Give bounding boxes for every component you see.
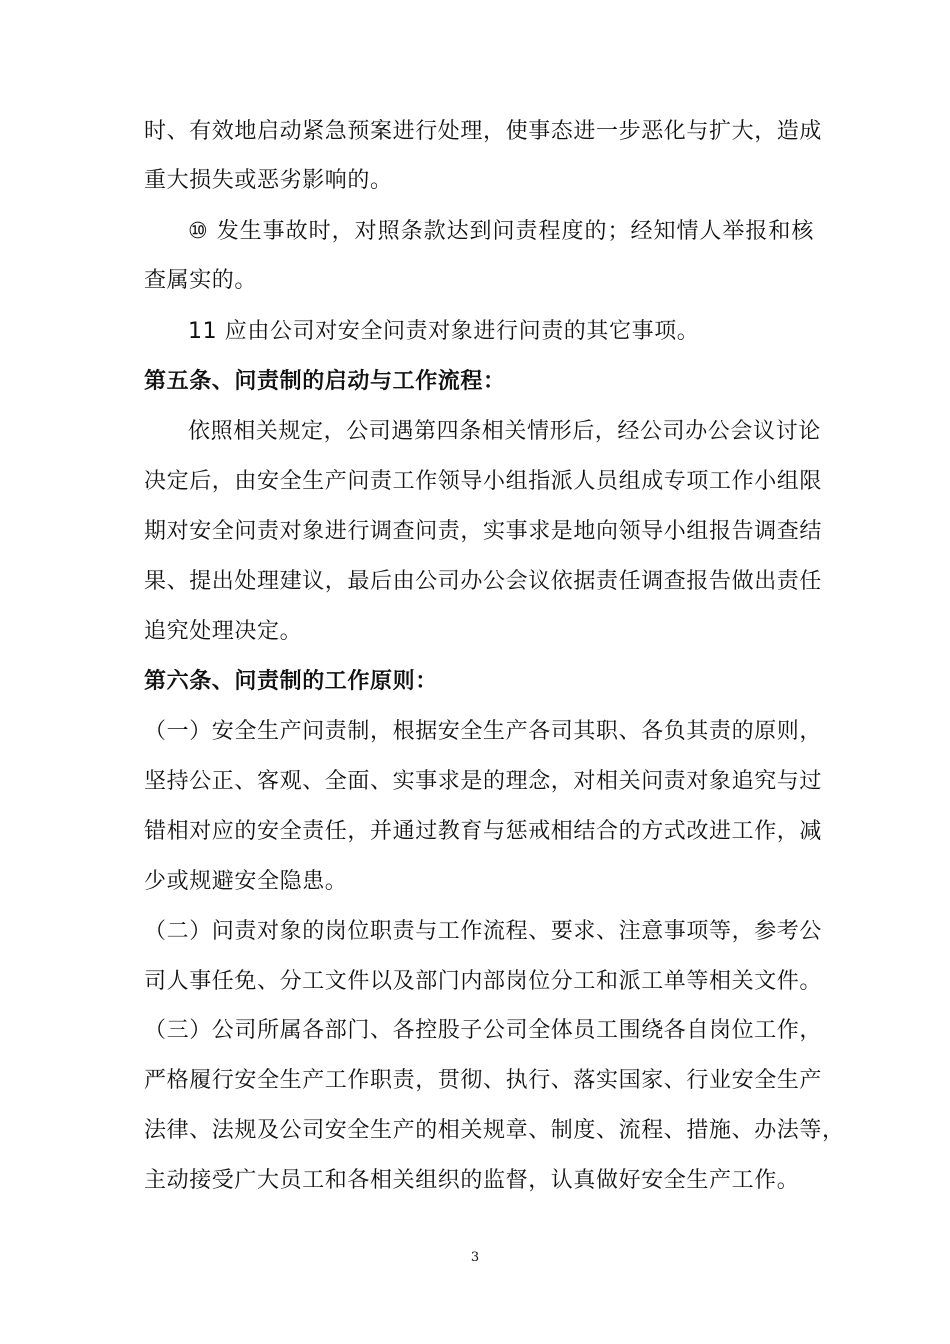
body-text-line: 查属实的。 — [144, 268, 258, 293]
section-heading-article-5: 第五条、问责制的启动与工作流程： — [144, 369, 506, 394]
body-text-line: 时、有效地启动紧急预案进行处理，使事态进一步恶化与扩大，造成 — [144, 119, 823, 144]
body-text-line: 错相对应的安全责任，并通过教育与惩戒相结合的方式改进工作，减 — [144, 819, 823, 844]
list-item-10: ⑩ 发生事故时，对照条款达到问责程度的；经知情人举报和核 — [188, 219, 814, 244]
principle-item-3: （三）公司所属各部门、各控股子公司全体员工围绕各自岗位工作， — [144, 1018, 823, 1043]
body-text-line: 重大损失或恶劣影响的。 — [144, 168, 393, 193]
section-heading-article-6: 第六条、问责制的工作原则： — [144, 669, 438, 694]
page-number: 3 — [470, 1250, 480, 1265]
body-text-line: 司人事任免、分工文件以及部门内部岗位分工和派工单等相关文件。 — [144, 969, 823, 994]
body-text-line: 追究处理决定。 — [144, 619, 303, 644]
body-text-line: 主动接受广大员工和各相关组织的监督，认真做好安全生产工作。 — [144, 1168, 800, 1193]
body-text-line: 期对安全问责对象进行调查问责，实事求是地向领导小组报告调查结 — [144, 519, 823, 544]
body-text-line: 依照相关规定，公司遇第四条相关情形后，经公司办公会议讨论 — [188, 419, 821, 444]
principle-item-2: （二）问责对象的岗位职责与工作流程、要求、注意事项等，参考公 — [144, 919, 823, 944]
body-text-line: 少或规避安全隐患。 — [144, 869, 348, 894]
list-item-11: 11 应由公司对安全问责对象进行问责的其它事项。 — [188, 319, 700, 344]
principle-item-1: （一）安全生产问责制，根据安全生产各司其职、各负其责的原则， — [144, 719, 823, 744]
body-text-line: 严格履行安全生产工作职责，贯彻、执行、落实国家、行业安全生产 — [144, 1068, 823, 1093]
body-text-line: 坚持公正、客观、全面、实事求是的理念，对相关问责对象追究与过 — [144, 769, 823, 794]
body-text-line: 决定后，由安全生产问责工作领导小组指派人员组成专项工作小组限 — [144, 469, 823, 494]
body-text-line: 果、提出处理建议，最后由公司办公会议依据责任调查报告做出责任 — [144, 569, 823, 594]
body-text-line: 法律、法规及公司安全生产的相关规章、制度、流程、措施、办法等， — [144, 1118, 845, 1143]
